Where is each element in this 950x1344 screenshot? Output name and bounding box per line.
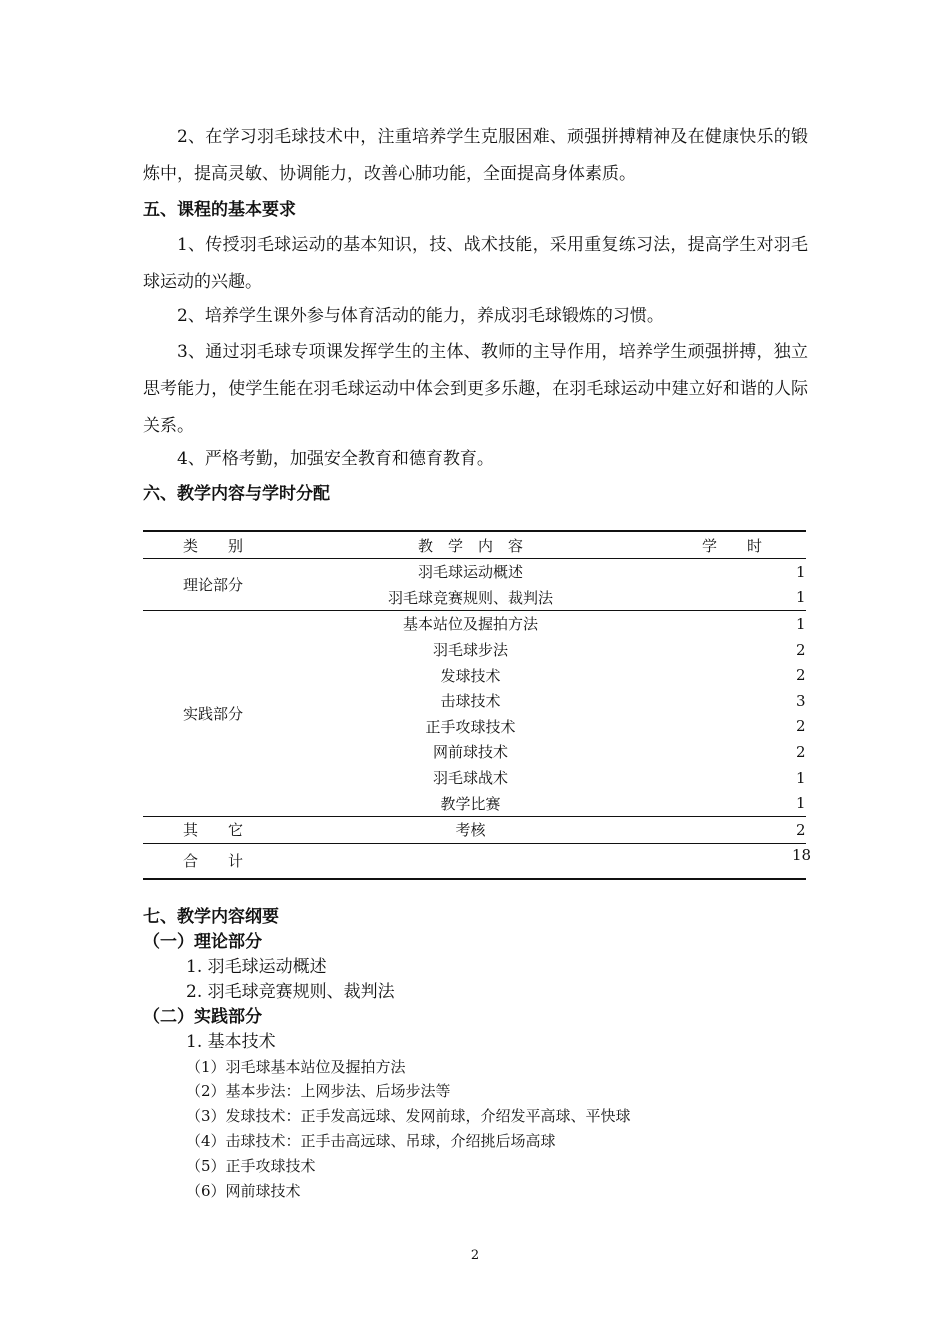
header-hours: 学 时: [658, 531, 806, 559]
table-row: [143, 611, 806, 637]
category-cell: 理论部分: [182, 576, 243, 595]
part1-heading: （一）理论部分: [143, 932, 262, 952]
part2-item-6: （6）网前球技术: [186, 1182, 301, 1200]
part2-item-5: （5）正手攻球技术: [186, 1157, 316, 1175]
hours-cell: 3: [796, 691, 806, 710]
table-row: [143, 559, 806, 585]
intro-paragraph: 2、在学习羽毛球技术中，注重培养学生克服困难、顽强拼搏精神及在健康快乐的锻炼中，提高灵敏、协调能力，改善心肺功能，全面提高身体素质。: [143, 127, 808, 184]
content-cell: 羽毛球战术: [432, 769, 508, 788]
content-cell: 击球技术: [440, 692, 501, 711]
hours-cell: 1: [796, 614, 806, 633]
part2-item-4: （4）击球技术：正手击高远球、吊球，介绍挑后场高球: [186, 1132, 556, 1150]
hours-cell: 1: [796, 768, 806, 787]
hours-cell: 2: [796, 742, 806, 761]
content-cell: 网前球技术: [432, 743, 508, 762]
part2-heading: （二）实践部分: [143, 1007, 262, 1027]
part2-subheading: 1. 基本技术: [186, 1032, 276, 1052]
section6-heading: 六、教学内容与学时分配: [143, 484, 330, 504]
hours-cell: 1: [796, 588, 806, 607]
section7-heading: 七、教学内容纲要: [143, 907, 279, 927]
content-cell: 羽毛球运动概述: [417, 563, 523, 582]
part1-item-1: 1. 羽毛球运动概述: [186, 957, 327, 977]
schedule-table: [143, 530, 812, 880]
content-cell: 基本站位及握拍方法: [283, 611, 658, 637]
section5-item-3: 3、通过羽毛球专项课发挥学生的主体、教师的主导作用，培养学生顽强拼搏，独立思考能力，使学生能在羽毛球运动中体会到更多乐趣，在羽毛球运动中建立好和谐的人际关系。: [143, 342, 808, 436]
table-header-row: [143, 531, 806, 559]
content-cell: 羽毛球竞赛规则、裁判法: [387, 588, 553, 607]
hours-cell: 2: [796, 717, 806, 736]
content-cell: 羽毛球步法: [432, 641, 508, 660]
hours-cell: 2: [796, 666, 806, 685]
part2-item-2: （2）基本步法：上网步法、后场步法等: [186, 1082, 451, 1100]
section5-heading: 五、课程的基本要求: [143, 200, 296, 220]
table-total-row: [143, 843, 806, 879]
total-label: 合 计: [143, 843, 283, 879]
hours-cell: 1: [796, 562, 806, 581]
hours-cell: 1: [796, 794, 806, 813]
hours-cell: 2: [796, 820, 806, 839]
part1-item-2: 2. 羽毛球竞赛规则、裁判法: [186, 982, 395, 1002]
category-cell: 其 它: [143, 816, 283, 843]
section5-item-2: 2、培养学生课外参与体育活动的能力，养成羽毛球锻炼的习惯。: [177, 306, 664, 326]
part2-item-3: （3）发球技术：正手发高远球、发网前球，介绍发平高球、平快球: [186, 1107, 631, 1125]
table-row: [143, 816, 806, 843]
header-content: 教 学 内 容: [283, 531, 658, 559]
content-cell: 发球技术: [440, 666, 501, 685]
content-cell: 正手攻球技术: [425, 717, 516, 736]
header-category: 类 别: [143, 531, 283, 559]
page-number: 2: [470, 1248, 480, 1263]
content-cell: 教学比赛: [440, 794, 501, 813]
section5-item-1: 1、传授羽毛球运动的基本知识，技、战术技能，采用重复练习法，提高学生对羽毛球运动的兴趣。: [143, 235, 808, 292]
section5-item-4: 4、严格考勤，加强安全教育和德育教育。: [177, 449, 494, 469]
hours-cell: 2: [796, 640, 806, 659]
content-cell: 考核: [283, 816, 658, 843]
total-hours: 18: [792, 845, 812, 864]
part2-item-1: （1）羽毛球基本站位及握拍方法: [186, 1058, 406, 1076]
category-cell: 实践部分: [143, 611, 283, 817]
